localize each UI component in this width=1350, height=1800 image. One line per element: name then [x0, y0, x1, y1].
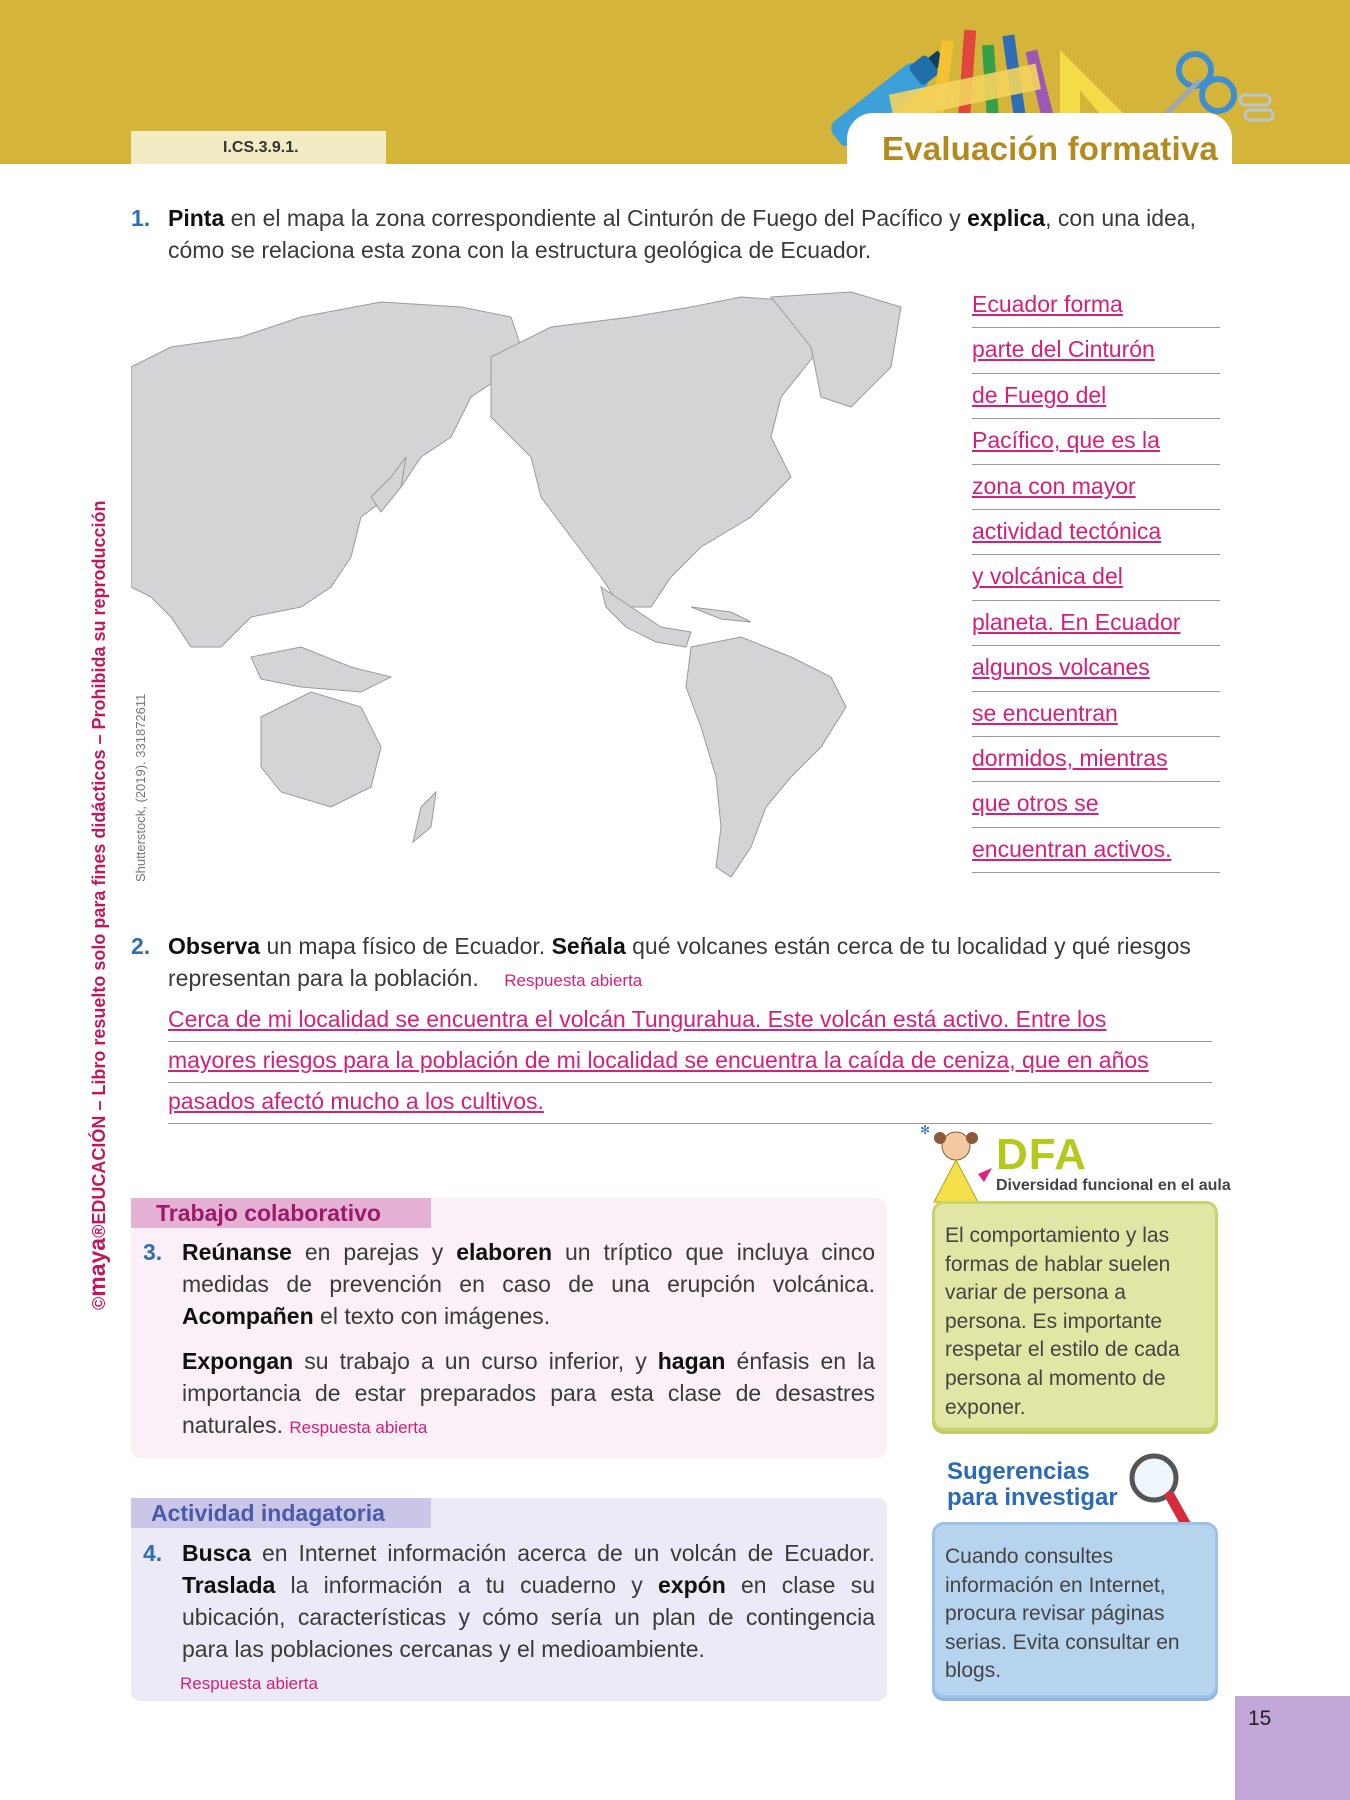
answer-line: dormidos, mientras: [972, 737, 1220, 782]
answer-line: actividad tectónica: [972, 510, 1220, 555]
question-2-line-1: [168, 930, 1191, 962]
action-verb: Acompañen: [182, 1303, 314, 1329]
copyright-symbol: ©: [89, 1296, 109, 1310]
action-verb: Busca: [182, 1540, 252, 1566]
registered-symbol: ®: [89, 1224, 109, 1238]
question-number: 3.: [143, 1239, 163, 1265]
indicator-code: I.CS.3.9.1.: [131, 131, 386, 164]
answer-line: zona con mayor: [972, 465, 1220, 510]
svg-text:✻: ✻: [920, 1124, 931, 1137]
answer-line: mayores riesgos para la población de mi localidad se encuentra la caída de ceniza, que en años: [168, 1042, 1212, 1083]
question-number: 1.: [131, 205, 151, 231]
question-1-line-1: [168, 202, 1196, 234]
answer-line: planeta. En Ecuador: [972, 601, 1220, 646]
research-activity-label: Actividad indagatoria: [131, 1498, 431, 1528]
action-verb: Señala: [551, 933, 626, 959]
dfa-subtitle: Diversidad funcional en el aula: [996, 1177, 1231, 1194]
page-number: 15: [1248, 1707, 1272, 1730]
question-text: su trabajo a un curso inferior, y: [293, 1348, 658, 1374]
answer-line: se encuentran: [972, 692, 1220, 737]
question-1-answer[interactable]: [972, 283, 1220, 873]
image-credit: Shutterstock, (2019). 331872611: [133, 693, 148, 882]
question-text: representan para la población.: [168, 965, 479, 991]
answer-line: que otros se: [972, 782, 1220, 827]
question-4-paragraph: [182, 1537, 875, 1665]
collaborative-work-label: Trabajo colaborativo: [131, 1198, 431, 1228]
answer-line: y volcánica del: [972, 555, 1220, 600]
answer-line: encuentran activos.: [972, 828, 1220, 873]
answer-line: pasados afectó mucho a los cultivos.: [168, 1083, 1212, 1124]
question-2: [131, 930, 1226, 994]
action-verb: Pinta: [168, 205, 225, 231]
question-text: énfasis en la importancia de estar preparados para esta clase de desastres naturales.: [182, 1348, 875, 1438]
dfa-title: DFA: [996, 1130, 1087, 1179]
question-text: la información a tu cuaderno y: [275, 1572, 659, 1598]
question-3: [143, 1236, 875, 1444]
dfa-text: El comportamiento y las formas de hablar suelen variar de persona a persona. Es importante respetar el estilo de cada persona al momento de exponer.: [945, 1224, 1180, 1419]
question-text: el texto con imágenes.: [313, 1303, 551, 1329]
question-3-paragraph-1: [182, 1236, 875, 1332]
open-answer-note: Respuesta abierta: [289, 1418, 428, 1437]
action-verb: Expongan: [182, 1348, 294, 1374]
answer-line: parte del Cinturón: [972, 328, 1220, 373]
copyright-vertical-text: [84, 501, 111, 1311]
answer-line: Cerca de mi localidad se encuentra el volcán Tungurahua. Este volcán está activo. Entre los: [168, 1001, 1212, 1042]
question-1: [131, 202, 1226, 263]
action-verb: elaboren: [456, 1239, 553, 1265]
brand-name: maya: [84, 1237, 110, 1297]
answer-line: algunos volcanes: [972, 646, 1220, 691]
research-tips-title: [947, 1459, 1118, 1511]
answer-line: de Fuego del: [972, 374, 1220, 419]
research-tips-title-line: Sugerencias: [947, 1458, 1090, 1485]
action-verb: explica: [967, 205, 1046, 231]
open-answer-note: Respuesta abierta: [504, 971, 643, 990]
research-tips-text: Cuando consultes información en Internet, procura revisar páginas serias. Evita consultar en blogs.: [945, 1545, 1180, 1683]
question-4: [143, 1537, 875, 1700]
question-1-line-2: cómo se relaciona esta zona con la estructura geológica de Ecuador.: [168, 237, 872, 263]
question-2-answer[interactable]: [168, 1001, 1212, 1124]
question-text: un tríptico que incluya cinco medidas de prevención en caso de una erupción volcánica.: [182, 1239, 875, 1297]
question-text: un mapa físico de Ecuador.: [260, 933, 552, 959]
dfa-box: [932, 1201, 1218, 1431]
question-2-line-2: [168, 962, 642, 997]
action-verb: Traslada: [182, 1572, 276, 1598]
question-4-note-row: [180, 1665, 875, 1700]
question-3-paragraph-2: [182, 1345, 875, 1444]
answer-line: Pacífico, que es la: [972, 419, 1220, 464]
action-verb: hagan: [657, 1348, 726, 1374]
open-answer-note: Respuesta abierta: [180, 1674, 318, 1693]
action-verb: expón: [658, 1572, 726, 1598]
question-text: en Internet información acerca de un volcán de Ecuador.: [251, 1540, 875, 1566]
action-verb: Observa: [168, 933, 261, 959]
copyright-notice: EDUCACIÓN – Libro resuelto solo para fines didácticos – Prohibida su reproducción: [89, 500, 109, 1225]
research-tips-box: [932, 1522, 1218, 1698]
question-text: qué volcanes están cerca de tu localidad y qué riesgos: [625, 933, 1191, 959]
question-number: 4.: [143, 1540, 163, 1566]
question-text: , con una idea,: [1045, 205, 1196, 231]
action-verb: Reúnanse: [182, 1239, 292, 1265]
section-title: Evaluación formativa: [882, 130, 1218, 167]
question-number: 2.: [131, 933, 151, 959]
research-tips-title-line: para investigar: [947, 1484, 1118, 1511]
answer-line: Ecuador forma: [972, 283, 1220, 328]
question-text: en clase su ubicación, características y cómo sería un plan de contingencia para las poblaciones cercanas y el medioambiente.: [182, 1572, 875, 1662]
world-map[interactable]: [131, 287, 919, 883]
question-text: en el mapa la zona correspondiente al Cinturón de Fuego del Pacífico y: [224, 205, 968, 231]
girl-character-icon: [918, 1124, 996, 1212]
question-text: en parejas y: [291, 1239, 457, 1265]
